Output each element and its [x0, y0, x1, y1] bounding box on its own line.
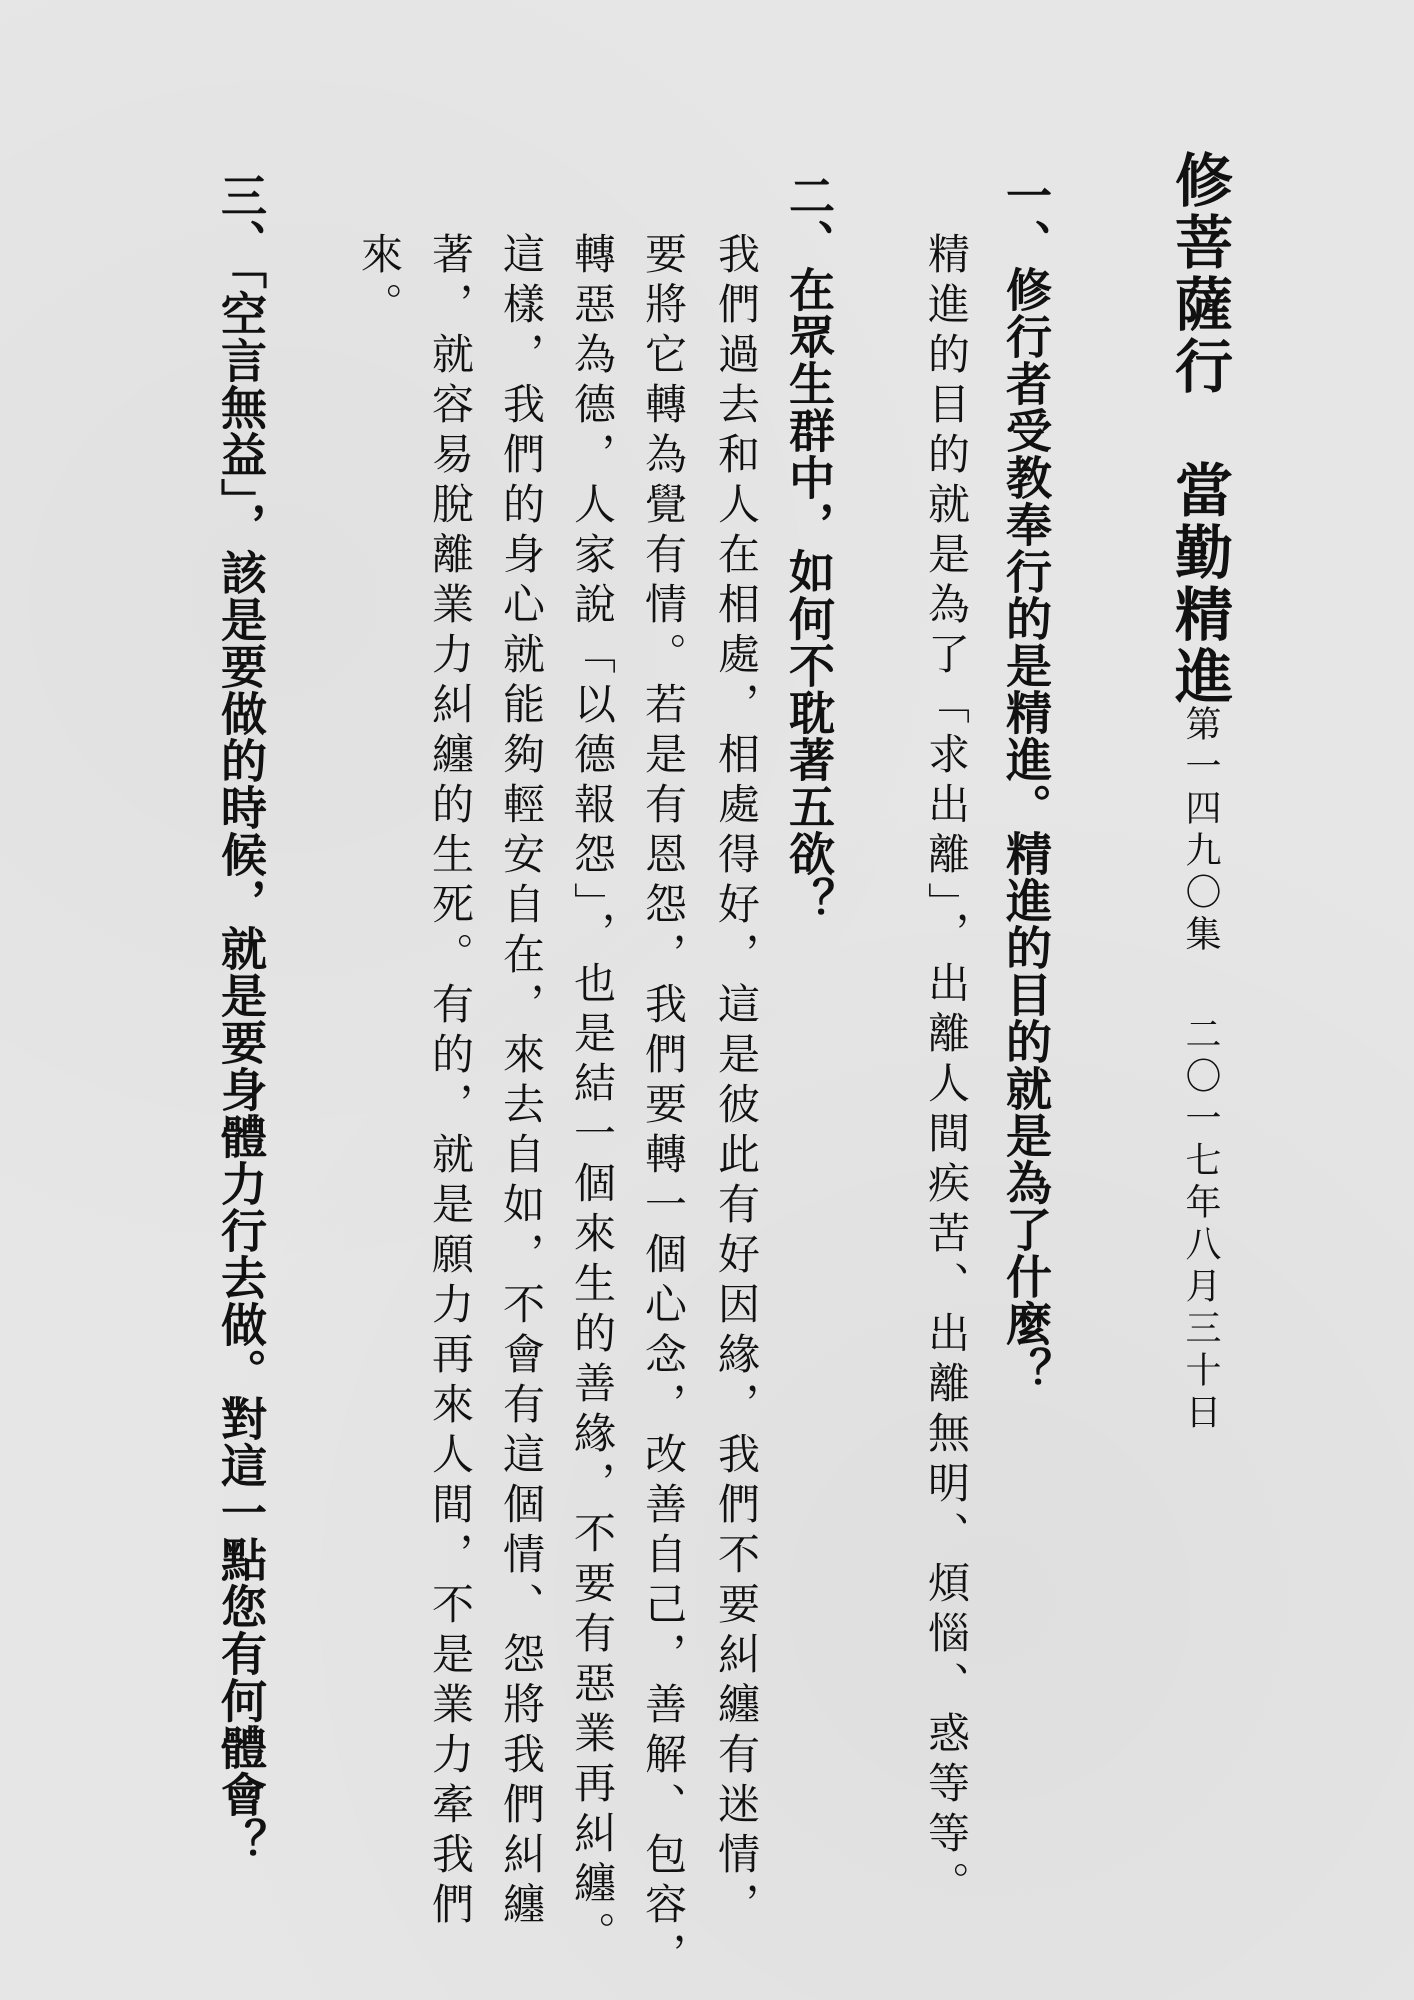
meta-info: [1180, 705, 1221, 1435]
answer-2-line-3: 轉惡為德，人家說「以德報怨」，也是結一個來生的善緣，不要有惡業再糾纏。: [568, 232, 617, 1961]
answer-2-line-6: 來。: [355, 232, 404, 332]
answer-1-line-1: 精進的目的就是為了「求出離」，出離人間疾苦、出離無明、煩惱、惑等等。: [922, 232, 971, 1911]
page-title: 修菩薩行 當勤精進: [1165, 150, 1233, 708]
answer-2-line-4: 這樣，我們的身心就能夠輕安自在，來去自如，不會有這個情、怨將我們糾纏: [497, 232, 546, 1932]
answer-2-line-2: 要將它轉為覺有情。若是有恩怨，我們要轉一個心念，改善自己，善解、包容，: [639, 232, 688, 1982]
answer-2-line-1: 我們過去和人在相處，相處得好，這是彼此有好因緣，我們不要糾纏有迷情，: [712, 232, 761, 1932]
question-3: 三、「空言無益」，該是要做的時候，就是要身體力行去做。對這一點您有何體會？: [214, 172, 268, 1865]
episode-number: 第一四九〇集: [1180, 705, 1221, 957]
answer-2-line-5: 著，就容易脫離業力糾纏的生死。有的，就是願力再來人間，不是業力牽我們: [426, 232, 475, 1932]
question-2: 二、在眾生群中，如何不耽著五欲？: [782, 172, 836, 924]
publish-date: 二〇一七年八月三十日: [1180, 1015, 1221, 1435]
question-1: 一、修行者受教奉行的是精進。精進的目的就是為了什麼？: [999, 172, 1053, 1394]
